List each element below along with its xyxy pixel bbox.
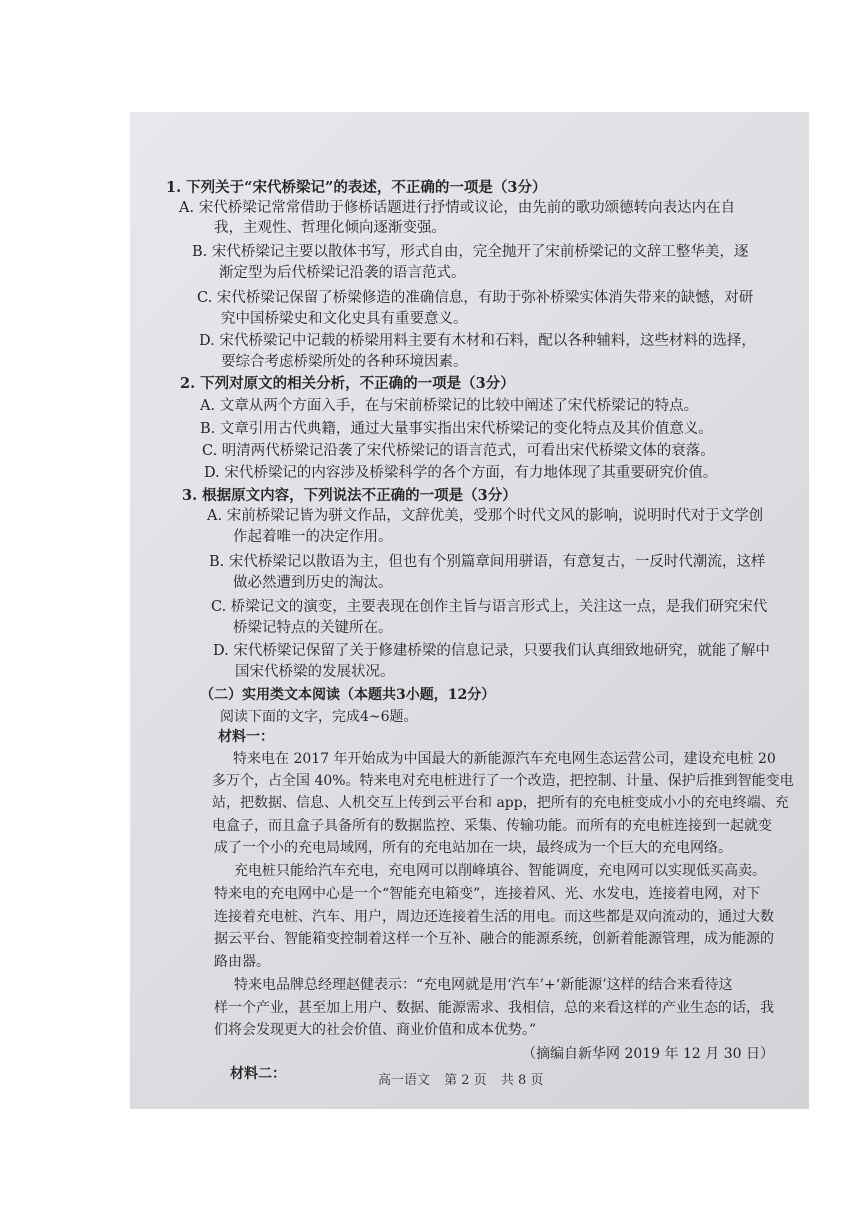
page-footer — [378, 1069, 553, 1088]
q1-option-c: C. 宋代桥梁记保留了桥梁修造的准确信息，有助于弥补桥梁实体消失带来的缺憾，对研 — [197, 290, 754, 306]
q1-option-c-cont: 究中国桥梁史和文化史具有重要意义。 — [221, 311, 468, 327]
q1-option-d-cont: 要综合考虑桥梁所处的各种环境因素。 — [221, 354, 468, 370]
footer-page-number: 第 2 页 — [444, 1073, 487, 1088]
section-heading: （二）实用类文本阅读（本题共3小题，12分） — [200, 687, 496, 703]
material-two-label: 材料二： — [230, 1066, 286, 1082]
q3-option-c: C. 桥梁记文的演变，主要表现在创作主旨与语言形式上，关注这一点，是我们研究宋代 — [211, 599, 768, 615]
material-one-line: 多万个，占全国 40%。特来电对充电桩进行了一个改造，把控制、计量、保护后推到智能变电 — [212, 773, 794, 789]
q3-option-b-cont: 做必然遭到历史的淘汰。 — [233, 575, 393, 591]
q3-option-d: D. 宋代桥梁记保留了关于修建桥梁的信息记录，只要我们认真细致地研究，就能了解中 — [213, 643, 770, 659]
material-one-line: 电盒子，而且盒子具备所有的数据监控、采集、传输功能。而所有的充电桩连接到一起就变 — [212, 818, 772, 834]
q1-stem: 1. 下列关于“宋代桥梁记”的表述，不正确的一项是（3分） — [166, 179, 547, 196]
q3-option-a: A. 宋前桥梁记皆为骈文作品，文辞优美，受那个时代文风的影响，说明时代对于文学创 — [207, 508, 764, 524]
bleed-through-text — [550, 152, 562, 169]
q1-option-a-cont: 我，主观性、哲理化倾向逐渐变强。 — [214, 220, 446, 236]
material-one-line: 特来电的充电网中心是一个“智能充电箱变”，连接着风、光、水发电，连接着电网，对下 — [214, 886, 761, 902]
footer-subject: 高一语文 — [378, 1073, 431, 1088]
q2-option-c: C. 明清两代桥梁记沿袭了宋代桥梁记的语言范式，可看出宋代桥梁文体的衰落。 — [202, 443, 715, 459]
material-one-line: 路由器。 — [214, 954, 270, 970]
material-one-line: 站，把数据、信息、人机交互上传到云平台和 app，把所有的充电桩变成小小的充电终端、充 — [212, 795, 789, 811]
material-one-source: （摘编自新华网 2019 年 12 月 30 日） — [522, 1046, 774, 1062]
q2-stem: 2. 下列对原文的相关分析，不正确的一项是（3分） — [180, 375, 515, 392]
footer-total-pages: 共 8 页 — [500, 1073, 544, 1088]
material-one-line: 样一个产业，甚至加上用户、数据、能源需求、我相信，总的来看这样的产业生态的话，我 — [214, 1000, 774, 1016]
material-one-label: 材料一： — [218, 729, 274, 745]
q3-option-b: B. 宋代桥梁记以散语为主，但也有个别篇章间用骈语，有意复古，一反时代潮流，这样 — [209, 554, 766, 570]
q2-option-a: A. 文章从两个方面入手，在与宋前桥梁记的比较中阐述了宋代桥梁记的特点。 — [200, 398, 699, 414]
section-instruction: 阅读下面的文字，完成4~6题。 — [220, 709, 418, 725]
q1-option-b-cont: 渐定型为后代桥梁记沿袭的语言范式。 — [219, 265, 466, 281]
q3-option-a-cont: 作起着唯一的决定作用。 — [233, 529, 393, 545]
document-photo — [130, 112, 809, 1109]
material-one-line: 充电桩只能给汽车充电，充电网可以削峰填谷、智能调度，充电网可以实现低买高卖。 — [234, 863, 766, 879]
q1-option-d: D. 宋代桥梁记中记载的桥梁用料主要有木材和石料，配以各种辅料，这些材料的选择， — [199, 333, 756, 349]
q3-option-c-cont: 桥梁记特点的关键所在。 — [233, 620, 393, 636]
q2-option-b: B. 文章引用古代典籍，通过大量事实指出宋代桥梁记的变化特点及其价值意义。 — [200, 421, 713, 437]
material-one-line: 们将会发现更大的社会价值、商业价值和成本优势。” — [214, 1022, 537, 1038]
q3-option-d-cont: 国宋代桥梁的发展状况。 — [235, 664, 395, 680]
material-one-line: 据云平台、智能箱变控制着这样一个互补、融合的能源系统，创新着能源管理，成为能源的 — [214, 931, 774, 947]
q1-option-a: A. 宋代桥梁记常常借助于修桥话题进行抒情或议论，由先前的歌功颂德转向表达内在自 — [179, 200, 736, 216]
q3-stem: 3. 根据原文内容，下列说法不正确的一项是（3分） — [182, 487, 517, 504]
material-one-line: 特来电在 2017 年开始成为中国最大的新能源汽车充电网生态运营公司，建设充电桩 20 — [233, 751, 776, 767]
q2-option-d: D. 宋代桥梁记的内容涉及桥梁科学的各个方面，有力地体现了其重要研究价值。 — [204, 465, 718, 481]
material-one-line: 连接着充电桩、汽车、用户，周边还连接着生活的用电。而这些都是双向流动的，通过大数 — [214, 909, 774, 925]
material-one-line: 特来电品牌总经理赵健表示：“充电网就是用‘汽车’+‘新能源’这样的结合来看待这 — [234, 977, 733, 993]
material-one-line: 成了一个小的充电局域网，所有的充电站加在一块，最终成为一个巨大的充电网络。 — [214, 840, 732, 856]
q1-option-b: B. 宋代桥梁记主要以散体书写，形式自由，完全抛开了宋前桥梁记的文辞工整华美，逐 — [192, 244, 749, 260]
